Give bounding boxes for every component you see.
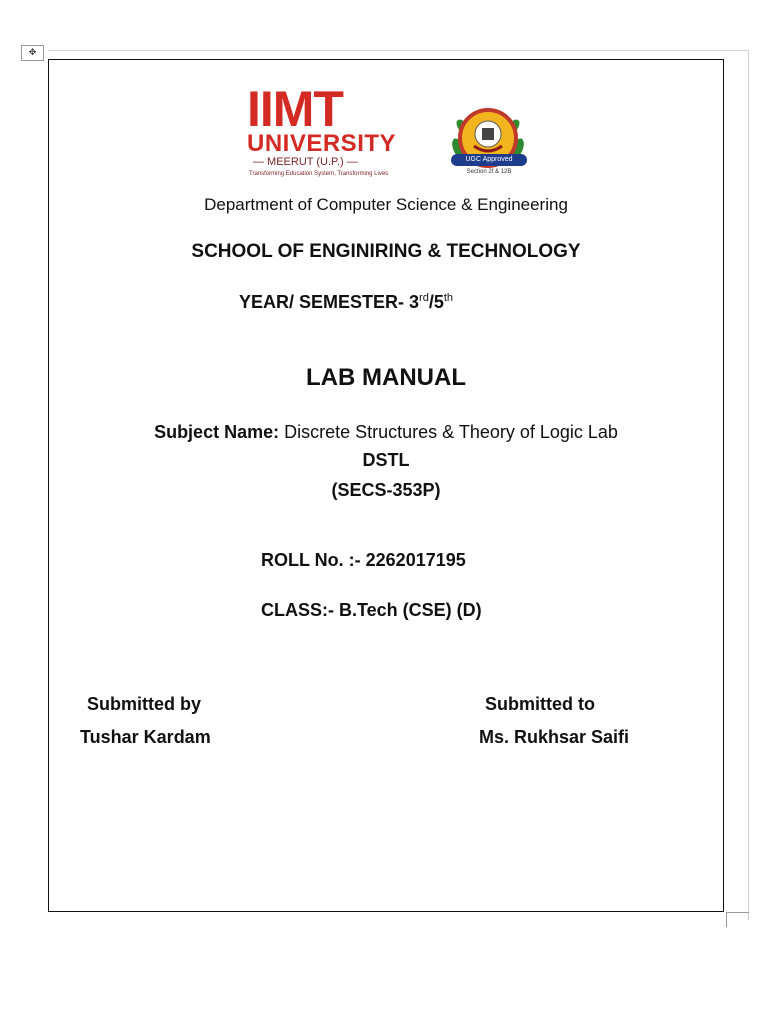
- subject-label: Subject Name:: [154, 422, 280, 442]
- ugc-section-note: Section 2f & 12B: [466, 169, 512, 175]
- corner-crop-mark: [726, 912, 749, 927]
- logo-subtitle: UNIVERSITY: [247, 130, 397, 157]
- year-semester: [239, 292, 453, 313]
- submitted-by-label: Submitted by: [87, 694, 202, 714]
- subject-abbreviation: DSTL: [362, 450, 410, 470]
- page-title: LAB MANUAL: [306, 364, 466, 391]
- submitted-to-label: Submitted to: [485, 694, 595, 714]
- semester-suffix: th: [443, 292, 454, 304]
- subject-name: Discrete Structures & Theory of Logic Lab: [279, 422, 618, 442]
- year-label: YEAR/ SEMESTER- 3: [239, 292, 420, 312]
- page-guide-right: [748, 50, 749, 920]
- table-move-handle-icon[interactable]: ✥: [21, 45, 44, 61]
- ugc-approved-badge: UGC Approved: [451, 154, 527, 166]
- subject-code: (SECS-353P): [331, 480, 441, 500]
- logo-name: IIMT: [247, 81, 343, 137]
- roll-number: ROLL No. :- 2262017195: [261, 550, 466, 570]
- submitted-by-name: Tushar Kardam: [80, 727, 211, 747]
- logo-tagline: Transforming Education System, Transforming Lives: [249, 171, 389, 177]
- submitted-to-name: Ms. Rukhsar Saifi: [479, 727, 630, 747]
- department-heading: Department of Computer Science & Engineering: [204, 195, 568, 214]
- subject-line: [49, 422, 723, 443]
- school-heading: SCHOOL OF ENGINIRING & TECHNOLOGY: [191, 241, 581, 262]
- university-logo: [247, 81, 537, 180]
- cover-page-border: [48, 59, 724, 912]
- logo-location: — MEERUT (U.P.) —: [253, 156, 358, 168]
- year-suffix: rd: [419, 292, 429, 304]
- semester-separator: /5: [428, 292, 444, 312]
- class-info: CLASS:- B.Tech (CSE) (D): [261, 600, 482, 620]
- page-guide-top: [48, 50, 748, 51]
